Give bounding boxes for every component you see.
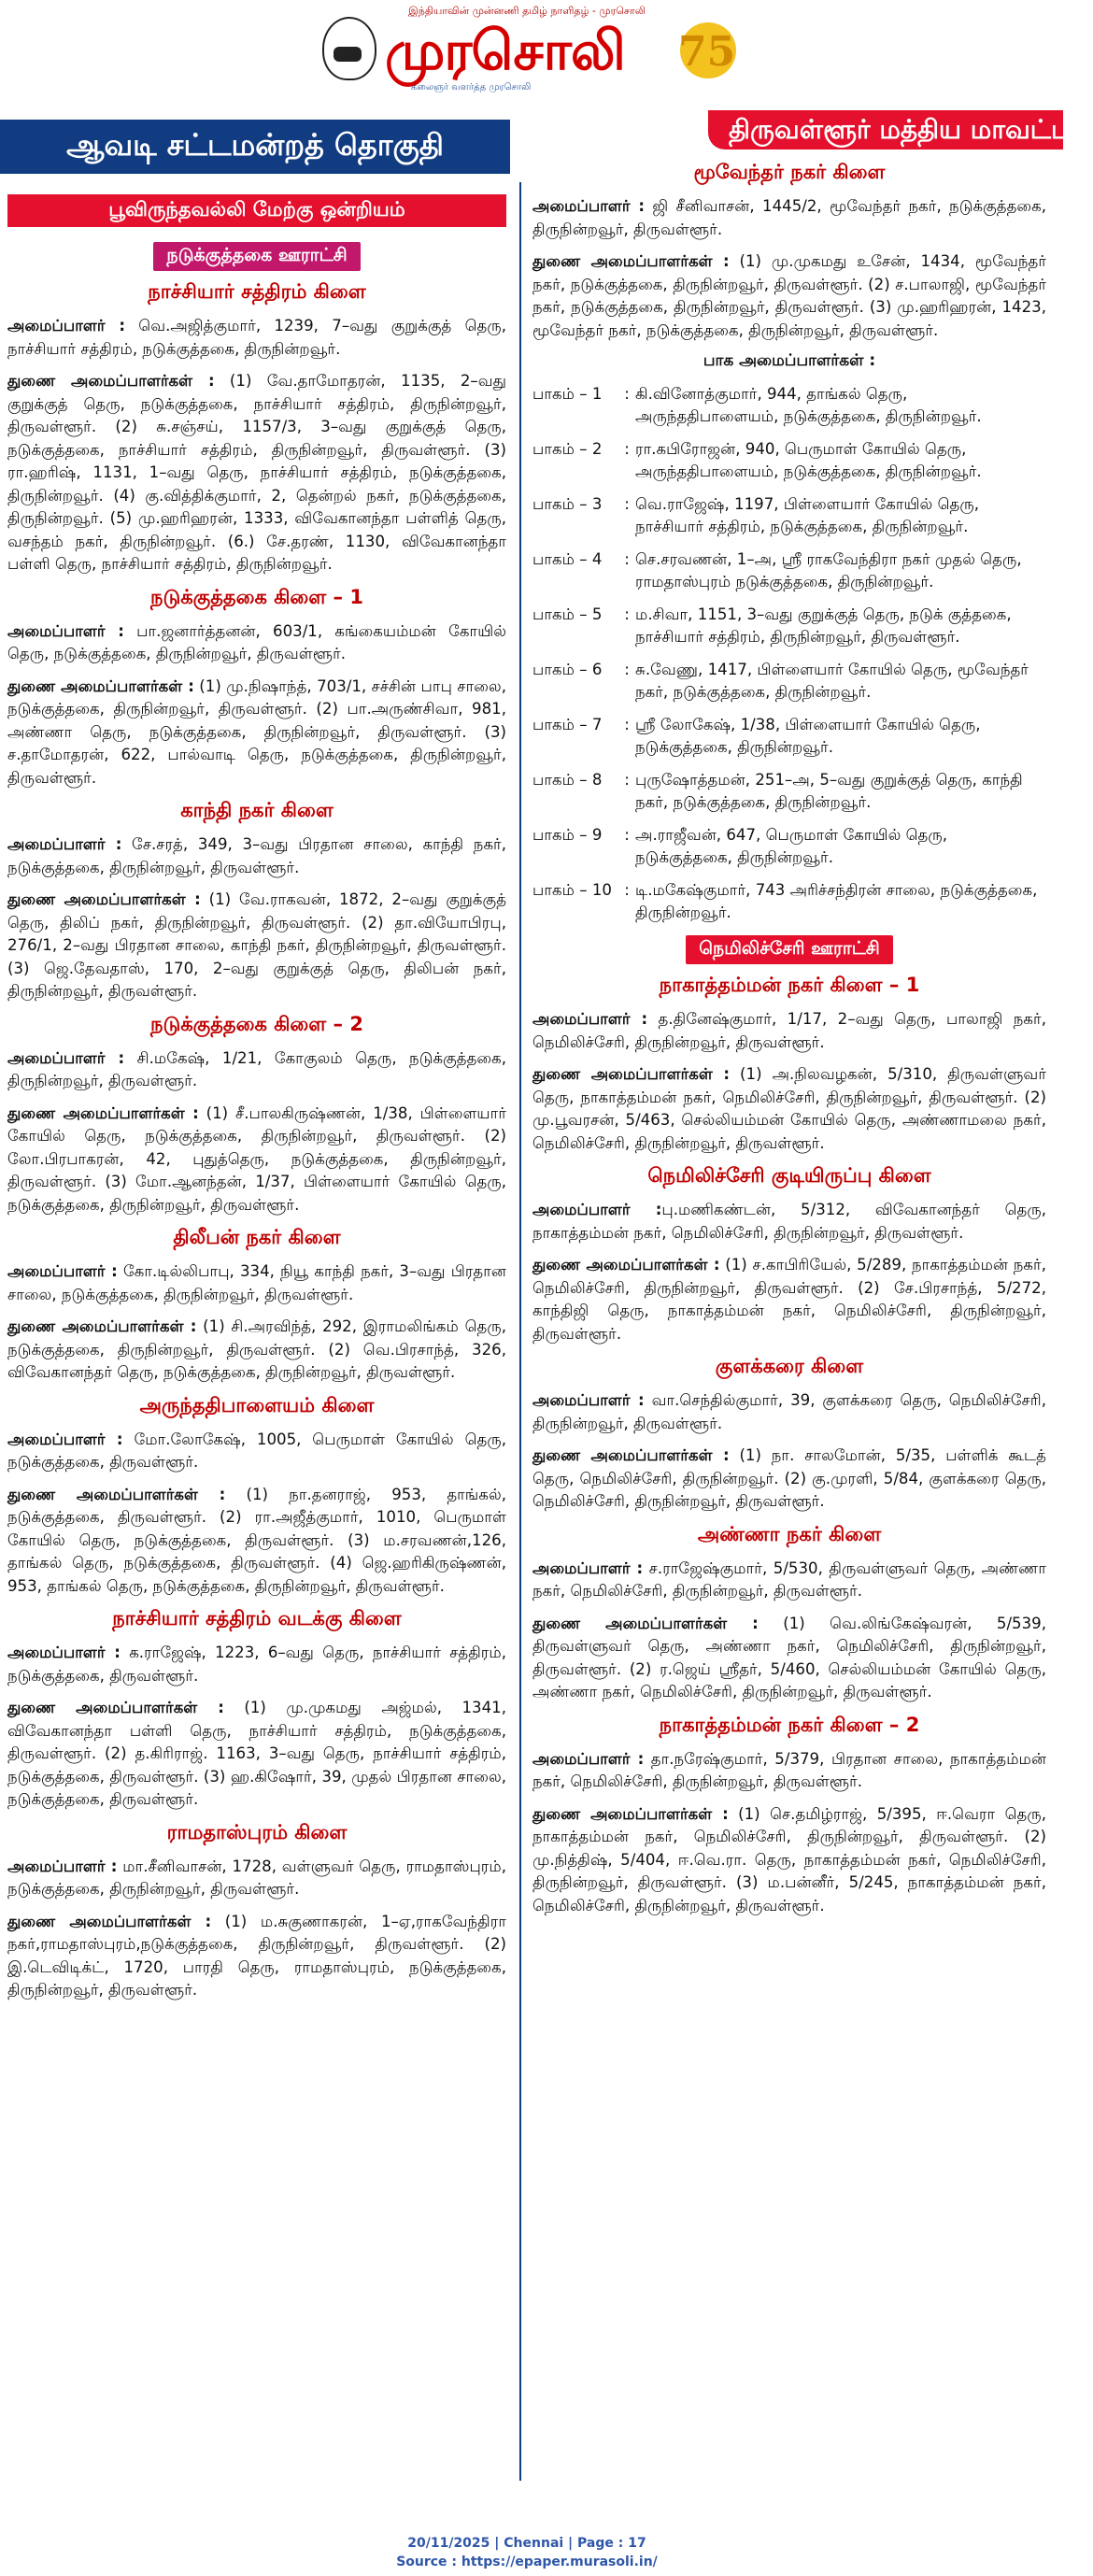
bhagam-separator: :	[624, 716, 630, 733]
branch-title: குளக்கரை கிளை	[715, 1355, 864, 1377]
organizer-para	[7, 1642, 506, 1687]
deputy-organizers-para	[7, 889, 506, 1003]
role-label: துணை அமைப்பாளர்கள் :	[532, 1065, 731, 1083]
organizer-para: அமைப்பாளர் : ஜி சீனிவாசன், 1445/2, மூவேந்தர் நகர், நடுக்குத்தகை, திருநின்றவூர், திருவள்ளூர்.	[532, 197, 1046, 238]
bhagam-row	[532, 383, 1046, 428]
branch-block	[532, 1355, 1046, 1514]
organizer-para	[7, 315, 506, 361]
role-text: (1) நா. சாலமோன், 5/35, பள்ளிக் கூடத் தெரு, நெமிலிச்சேரி, திருநின்றவூர். (2) கு.முரளி, 5/84, குளக்கரை தெரு, நெமிலிச்சேரி, திருநின்றவூர், திருவள்ளூர்.	[532, 1446, 1046, 1510]
role-text: (1) சீ.பாலகிருஷ்ணன், 1/38, பிள்ளையார் கோயில் தெரு, நடுக்குத்தகை, திருநின்றவூர், திருவள்ளூர். (2) லோ.பிரபாகரன், 42, புதுத்தெரு, நடுக்குத்தகை, திருநின்றவூர், திருவள்ளூர். (3) மோ.ஆனந்தன், 1/37, பிள்ளையார் கோயில் தெரு, நடுக்குத்தகை, திருநின்றவூர், திருவள்ளூர்.	[7, 1103, 506, 1214]
organizer-para	[7, 1260, 506, 1306]
branch-block	[7, 799, 506, 1003]
role-text: (1) நா.தனராஜ், 953, தாங்கல், நடுக்குத்தகை, திருவள்ளூர். (2) ரா.அஜீத்குமார், 1010, பெருமாள் கோயில் தெரு, நடுக்குத்தகை, திருவள்ளூர். (3) ம.சரவணன்,126, தாங்கல் தெரு, நடுக்குத்தகை, திருவள்ளூர். (4) ஜெ.ஹரிகிருஷ்ணன், 953, தாங்கல் தெரு, நடுக்குத்தகை, திருநின்றவூர், திருவள்ளூர்.	[7, 1485, 507, 1595]
deputy-organizers-para	[532, 1613, 1046, 1704]
bhagam-value: வெ.ராஜேஷ், 1197, பிள்ளையார் கோயில் தெரு, நாச்சியார் சத்திரம், நடுக்குத்தகை, திருநின்றவூர்.	[635, 495, 979, 535]
role-label: துணை அமைப்பாளர்கள் :	[7, 372, 215, 390]
role-label: துணை அமைப்பாளர்கள் :	[532, 1446, 730, 1464]
footer-source-link[interactable]: Source : https://epaper.murasoli.in/	[396, 2555, 658, 2569]
bhagam-label: பாகம் – 7	[532, 716, 603, 733]
panchayat-heading-2	[532, 935, 1046, 964]
bhagam-list	[532, 383, 1046, 924]
bhagam-value: புருஷோத்தமன், 251–அ, 5–வது குறுக்குத் தெரு, காந்தி நகர், நடுக்குத்தகை, திருநின்றவூர்.	[635, 771, 1023, 811]
deputy-organizers-para	[532, 1254, 1046, 1345]
bhagam-label: பாகம் – 9	[532, 826, 603, 844]
role-text: பு.மணிகண்டன், 5/312, விவேகானந்தர் தெரு, நாகாத்தம்மன் நகர், நெமிலிச்சேரி, திருநின்றவூர், திருவள்ளூர்.	[532, 1201, 1047, 1242]
bhagam-row	[532, 493, 1046, 538]
role-label: துணை அமைப்பாளர்கள் :	[7, 1912, 212, 1930]
role-label: துணை அமைப்பாளர்கள் :	[7, 890, 201, 908]
deputy-organizers-para	[532, 1445, 1046, 1514]
role-text: மோ.லோகேஷ், 1005, பெருமாள் கோயில் தெரு, நடுக்குத்தகை, திருவள்ளூர்.	[7, 1430, 506, 1471]
role-text: (1) செ.தமிழ்ராஜ், 5/395, ஈ.வெரா தெரு, நாகாத்தம்மன் நகர், நெமிலிச்சேரி, திருநின்றவூர், திருவள்ளூர். (2) மு.நித்திஷ், 5/404, ஈ.வெ.ரா. தெரு, நாகாத்தம்மன் நகர், நெமிலிச்சேரி, திருநின்றவூர், திருவள்ளூர். (3) ம.பன்னீர், 5/245, நாகாத்தம்மன் நகர், நெமிலிச்சேரி, திருநின்றவூர், திருவள்ளூர்.	[532, 1804, 1046, 1914]
bhagam-row	[532, 769, 1046, 814]
role-label: அமைப்பாளர் :	[532, 1391, 645, 1409]
role-text: (1) மு.முகமது அஜ்மல், 1341, விவேகானந்தா பள்ளி தெரு, நாச்சியார் சத்திரம், நடுக்குத்தகை, திருவள்ளூர். (2) த.கிரிராஜ். 1163, 3–வது தெரு, நாச்சியார் சத்திரம், நடுக்குத்தகை, திருவள்ளூர். (3) ஹ.கிஷோர், 39, முதல் பிரதான சாலை, நடுக்குத்தகை, திருவள்ளூர்.	[7, 1699, 506, 1808]
bhagam-value: ம.சிவா, 1151, 3–வது குறுக்குத் தெரு, நடுக் குத்தகை, நாச்சியார் சத்திரம், திருநின்றவூர், திருவள்ளூர்.	[635, 605, 1012, 646]
bhagam-row	[532, 548, 1046, 593]
role-label: அமைப்பாளர் :	[532, 1749, 645, 1768]
bhagam-separator: :	[624, 495, 630, 513]
role-label: அமைப்பாளர் :	[7, 317, 125, 334]
bhagam-label: பாகம் – 1	[532, 385, 603, 403]
anniversary-number: 75	[678, 28, 736, 76]
organizer-para	[532, 1008, 1046, 1054]
role-label: அமைப்பாளர் :	[532, 1201, 662, 1218]
deputy-organizers-para	[7, 1316, 506, 1385]
bhagam-value: அ.ராஜீவன், 647, பெருமாள் கோயில் தெரு, நடுக்குத்தகை, திருநின்றவூர்.	[635, 826, 948, 866]
role-label: துணை அமைப்பாளர்கள் :	[532, 1614, 759, 1632]
bhagam-separator: :	[624, 550, 630, 568]
branch-title: அண்ணா நகர் கிளை	[697, 1522, 882, 1545]
role-text: சி.மகேஷ், 1/21, கோகுலம் தெரு, நடுக்குத்தகை, திருநின்றவூர், திருவள்ளூர்.	[7, 1048, 506, 1089]
branch-block	[7, 1607, 506, 1812]
role-text: (1) ச.காபிரியேல், 5/289, நாகாத்தம்மன் நகர், நெமிலிச்சேரி, திருநின்றவூர், திருவள்ளூர். (2) சே.பிரசாந்த், 5/272, காந்திஜி தெரு, நாகாத்தம்மன் நகர், நெமிலிச்சேரி, திருநின்றவூர், திருவள்ளூர்.	[532, 1256, 1046, 1343]
branch-block	[7, 280, 506, 576]
organizer-para	[7, 1047, 506, 1093]
bhagam-separator: :	[624, 771, 630, 789]
bhagam-row	[532, 604, 1046, 648]
role-label: அமைப்பாளர் :	[7, 1644, 121, 1661]
deputy-organizers-para	[7, 370, 506, 576]
branch-block	[7, 1821, 506, 2002]
bhagam-label: பாகம் – 5	[532, 605, 603, 623]
role-label: துணை அமைப்பாளர்கள் :	[532, 1804, 729, 1823]
branch-title: மூவேந்தர் நகர் கிளை	[693, 161, 886, 183]
role-label: துணை அமைப்பாளர்கள் :	[7, 1485, 226, 1503]
deputy-organizers-para	[532, 1803, 1046, 1918]
panchayat-heading	[7, 242, 506, 271]
bhagam-row	[532, 714, 1046, 759]
masthead-brand: முரசொலி	[385, 19, 625, 82]
role-label: துணை அமைப்பாளர்கள் :	[7, 1317, 197, 1335]
bhagam-row	[532, 824, 1046, 869]
branch-title: காந்தி நகர் கிளை	[180, 799, 334, 821]
organizer-para	[7, 1856, 506, 1901]
role-text: கோ.டில்லிபாபு, 334, நியூ காந்தி நகர், 3–வது பிரதான சாலை, நடுக்குத்தகை, திருநின்றவூர், திருவள்ளூர்.	[7, 1262, 506, 1303]
panchayat-label-2: நெமிலிச்சேரி ஊராட்சி	[686, 935, 893, 964]
branch-title: நடுக்குத்தகை கிளை – 1	[150, 585, 363, 608]
organizer-para	[532, 1748, 1046, 1794]
anniversary-75-logo	[654, 7, 740, 92]
page-title: ஆவடி சட்டமன்றத் தொகுதி	[0, 120, 510, 174]
bhagam-separator: :	[624, 826, 630, 844]
branch-block	[7, 1226, 506, 1385]
bhagam-separator: :	[624, 385, 630, 403]
bhagam-label: பாகம் – 10	[532, 881, 612, 899]
role-text: த.தினேஷ்குமார், 1/17, 2–வது தெரு, பாலாஜி நகர், நெமிலிச்சேரி, திருநின்றவூர், திருவள்ளூர்.	[532, 1010, 1046, 1051]
role-label: அமைப்பாளர் :	[7, 621, 124, 640]
role-label: துணை அமைப்பாளர்கள் :	[7, 1103, 199, 1122]
organizer-para	[532, 1558, 1046, 1603]
branch-title: நாகாத்தம்மன் நகர் கிளை – 1	[659, 974, 920, 996]
masthead-subtitle: கலைஞர் வளர்த்த முரசொலி	[411, 82, 532, 93]
branch-block	[532, 1523, 1046, 1704]
branch-title: அருந்ததிபாளையம் கிளை	[139, 1393, 375, 1416]
role-label: துணை அமைப்பாளர்கள் :	[532, 1256, 720, 1274]
deputy-organizers-para: துணை அமைப்பாளர்கள் : (1) மு.முகமது உசேன், 1434, மூவேந்தர் நகர், நடுக்குத்தகை, திருநின்றவூர், திருவள்ளூர். (2) ச.பாலாஜி, மூவேந்தர் நகர், நடுக்குத்தகை, திருநின்றவூர், திருவள்ளூர். (3) மு.ஹரிஹரன், 1423, மூவேந்தர் நகர், நடுக்குத்தகை, திருநின்றவூர், திருவள்ளூர்.	[532, 252, 1046, 339]
branch-block	[7, 1394, 506, 1599]
role-text: (1) ம.சுகுணாகரன், 1–ஏ,ராகவேந்திரா நகர்,ராமதாஸ்புரம்,நடுக்குத்தகை, திருநின்றவூர், திருவள்ளூர். (2) இ.டெவிடிக்ட், 1720, பாரதி தெரு, ராமதாஸ்புரம், நடுக்குத்தகை, திருநின்றவூர், திருவள்ளூர்.	[7, 1912, 506, 1999]
organizer-para	[7, 833, 506, 879]
masthead-tagline: இந்தியாவின் முன்னணி தமிழ் நாளிதழ் - முரசொலி	[408, 5, 646, 17]
deputy-organizers-para	[532, 1063, 1046, 1155]
organizer-para	[532, 1389, 1046, 1435]
organizer-para	[7, 1429, 506, 1474]
column-divider	[519, 182, 521, 2481]
role-text: (1) வே.ராகவன், 1872, 2–வது குறுக்குத் தெரு, திலிப் நகர், திருநின்றவூர், திருவள்ளூர். (2) தா.வியோபிரபு, 276/1, 2–வது பிரதான சாலை, காந்தி நகர், திருநின்றவூர், திருவள்ளூர். (3) ஜெ.தேவதாஸ், 170, 2–வது குறுக்குத் தெரு, திலிபன் நகர், திருநின்றவூர், திருவள்ளூர்.	[7, 890, 507, 1000]
deputy-organizers-para	[7, 1484, 506, 1599]
bhagam-value: ரா.கபிரோஜன், 940, பெருமாள் கோயில் தெரு, அருந்ததிபாளையம், நடுக்குத்தகை, திருநின்றவூர்.	[635, 440, 982, 480]
branch-block	[532, 974, 1046, 1155]
deputy-organizers-para	[7, 1103, 506, 1217]
branch-block	[532, 1164, 1046, 1345]
bhagam-label: பாகம் – 3	[532, 495, 603, 513]
bhagam-row	[532, 438, 1046, 483]
union-banner: பூவிருந்தவல்லி மேற்கு ஒன்றியம்	[7, 194, 506, 227]
bhagam-separator: :	[624, 440, 630, 458]
role-label: அமைப்பாளர் :	[7, 1262, 118, 1280]
district-banner: திருவள்ளூர் மத்திய மாவட்டம்	[708, 110, 1063, 149]
role-text: ச.ராஜேஷ்குமார், 5/530, திருவள்ளுவர் தெரு, அண்ணா நகர், நெமிலிச்சேரி, திருநின்றவூர், திருவள்ளூர்.	[532, 1558, 1046, 1600]
bhagam-row	[532, 879, 1046, 924]
right-column	[532, 161, 1046, 1927]
bhagam-separator: :	[624, 881, 630, 899]
bhagam-separator: :	[624, 661, 630, 678]
branch-block	[532, 1714, 1046, 1918]
deputy-organizers-para	[7, 1911, 506, 2002]
role-label: அமைப்பாளர் :	[7, 835, 122, 853]
footer-date-line: 20/11/2025 | Chennai | Page : 17	[407, 2536, 646, 2551]
branch-block	[7, 1013, 506, 1217]
bhagam-row	[532, 659, 1046, 704]
role-text: (1) மு.நிஷாந்த், 703/1, சச்சின் பாபு சாலை, நடுக்குத்தகை, திருநின்றவூர், திருவள்ளூர். (2) பா.அருண்சிவா, 981, அண்ணா தெரு, நடுக்குத்தகை, திருநின்றவூர், திருவள்ளூர். (3) ச.தாமோதரன், 622, பால்வாடி தெரு, நடுக்குத்தகை, திருநின்றவூர், திருவள்ளூர்.	[7, 676, 506, 787]
role-text: சே.சரத், 349, 3–வது பிரதான சாலை, காந்தி நகர், நடுக்குத்தகை, திருநின்றவூர், திருவள்ளூர்.	[7, 835, 506, 876]
bhagam-value: சு.வேணு, 1417, பிள்ளையார் கோயில் தெரு, மூவேந்தர் நகர், நடுக்குத்தகை, திருநின்றவூர்.	[635, 661, 1029, 701]
role-label: துணை அமைப்பாளர்கள் :	[7, 1699, 224, 1716]
bhagam-separator: :	[624, 605, 630, 623]
party-emblem-icon	[322, 17, 376, 80]
deputy-organizers-para	[7, 1697, 506, 1812]
organizer-para	[532, 1199, 1046, 1245]
role-text: (1) அ.நிலவழகன், 5/310, திருவள்ளுவர் தெரு, நாகாத்தம்மன் நகர், நெமிலிச்சேரி, திருநின்றவூர், திருவள்ளூர். (2) மு.பூவரசன், 5/463, செல்லியம்மன் கோயில் தெரு, அண்ணாமலை நகர், நெமிலிச்சேரி, திருநின்றவூர், திருவள்ளூர்.	[532, 1065, 1046, 1152]
bhagam-label: பாகம் – 8	[532, 771, 603, 789]
branch-block	[7, 586, 506, 790]
branch-block	[532, 161, 1046, 342]
branch-title: ராமதாஸ்புரம் கிளை	[166, 1820, 348, 1843]
branch-title: நாச்சியார் சத்திரம் கிளை	[148, 280, 366, 303]
organizer-para	[7, 620, 506, 666]
role-text: (1) வே.தாமோதரன், 1135, 2–வது குறுக்குத் தெரு, நடுக்குத்தகை, நாச்சியார் சத்திரம், திருநின்றவூர், திருவள்ளூர். (2) சு.சஞ்சய், 1157/3, 3–வது குறுக்குத் தெரு, நடுக்குத்தகை, நாச்சியார் சத்திரம், திருநின்றவூர், திருவள்ளூர். (3) ரா.ஹரிஷ், 1131, 1–வது தெரு, நாச்சியார் சத்திரம், நடுக்குத்தகை, திருநின்றவூர். (4) கு.வித்திக்குமார், 2, தென்றல் நகர், நடுக்குத்தகை, திருநின்றவூர். (5) மு.ஹரிஹரன், 1333, விவேகானந்தா பள்ளித் தெரு, வசந்தம் நகர், திருநின்றவூர். (6.) சே.தரண், 1130, விவேகானந்தா பள்ளி தெரு, நாச்சியார் சத்திரம், திருநின்றவூர்.	[7, 372, 506, 573]
role-text: வெ.அஜித்குமார், 1239, 7–வது குறுக்குத் தெரு, நாச்சியார் சத்திரம், நடுக்குத்தகை, திருநின்றவூர்.	[7, 317, 506, 358]
masthead	[0, 0, 1054, 105]
branch-title: நெமிலிச்சேரி குடியிருப்பு கிளை	[647, 1164, 931, 1187]
right-blocks	[532, 974, 1046, 1917]
branch-title: நாகாத்தம்மன் நகர் கிளை – 2	[659, 1713, 920, 1736]
panchayat-label: நடுக்குத்தகை ஊராட்சி	[153, 242, 360, 271]
role-text: க.ராஜேஷ், 1223, 6–வது தெரு, நாச்சியார் சத்திரம், நடுக்குத்தகை, திருவள்ளூர்.	[7, 1644, 506, 1685]
role-text: தா.நரேஷ்குமார், 5/379, பிரதான சாலை, நாகாத்தம்மன் நகர், நெமிலிச்சேரி, திருநின்றவூர், திருவள்ளூர்.	[532, 1749, 1046, 1790]
branch-title: திலீபன் நகர் கிளை	[173, 1226, 341, 1248]
role-label: அமைப்பாளர் :	[532, 1010, 648, 1028]
left-blocks	[7, 280, 506, 2002]
role-text: மா.சீனிவாசன், 1728, வள்ளுவர் தெரு, ராமதாஸ்புரம், நடுக்குத்தகை, திருநின்றவூர், திருவள்ளூர்.	[7, 1857, 507, 1898]
bhagam-heading: பாக அமைப்பாளர்கள் :	[703, 351, 876, 370]
bhagam-label: பாகம் – 6	[532, 661, 603, 678]
left-column	[7, 187, 506, 2012]
role-text: (1) சி.அரவிந்த், 292, இராமலிங்கம் தெரு, நடுக்குத்தகை, திருநின்றவூர், திருவள்ளூர். (2) வெ.பிரசாந்த், 326, விவேகானந்தர் தெரு, நடுக்குத்தகை, திருநின்றவூர், திருவள்ளூர்.	[7, 1317, 506, 1381]
bhagam-value: செ.சரவணன், 1–அ, ஸ்ரீ ராகவேந்திரா நகர் முதல் தெரு, ராமதாஸ்புரம் நடுக்குத்தகை, திருநின்றவூர்.	[635, 550, 1022, 591]
role-label: அமைப்பாளர் :	[7, 1430, 123, 1448]
footer	[0, 2534, 1054, 2571]
bhagam-value: ஸ்ரீ லோகேஷ், 1/38, பிள்ளையார் கோயில் தெரு, நடுக்குத்தகை, திருநின்றவூர்.	[635, 716, 981, 756]
role-label: அமைப்பாளர் :	[7, 1857, 118, 1875]
bhagam-label: பாகம் – 2	[532, 440, 603, 458]
branch-title: நடுக்குத்தகை கிளை – 2	[150, 1012, 363, 1035]
role-label: துணை அமைப்பாளர்கள் :	[7, 676, 194, 695]
bhagam-label: பாகம் – 4	[532, 550, 603, 568]
bhagam-value: டி.மகேஷ்குமார், 743 அரிச்சந்திரன் சாலை, நடுக்குத்தகை, திருநின்றவூர்.	[635, 881, 1038, 921]
bhagam-value: கி.வினோத்குமார், 944, தாங்கல் தெரு, அருந்ததிபாளையம், நடுக்குத்தகை, திருநின்றவூர்.	[635, 385, 982, 425]
deputy-organizers-para	[7, 676, 506, 790]
role-label: அமைப்பாளர் :	[532, 1558, 644, 1577]
role-text: (1) வெ.லிங்கேஷ்வரன், 5/539, திருவள்ளுவர் தெரு, அண்ணா நகர், நெமிலிச்சேரி, திருநின்றவூர், திருவள்ளூர். (2) ர.ஜெய் ஸ்ரீதர், 5/460, செல்லியம்மன் கோயில் தெரு, அண்ணா நகர், நெமிலிச்சேரி, திருநின்றவூர், திருவள்ளூர்.	[532, 1614, 1046, 1701]
role-label: அமைப்பாளர் :	[7, 1048, 125, 1067]
role-text: வா.செந்தில்குமார், 39, குளக்கரை தெரு, நெமிலிச்சேரி, திருநின்றவூர், திருவள்ளூர்.	[532, 1391, 1047, 1432]
branch-title: நாச்சியார் சத்திரம் வடக்கு கிளை	[112, 1607, 402, 1630]
role-text: பா.ஜனார்த்தனன், 603/1, கங்கையம்மன் கோயில் தெரு, நடுக்குத்தகை, திருநின்றவூர், திருவள்ளூர்.	[7, 621, 506, 662]
